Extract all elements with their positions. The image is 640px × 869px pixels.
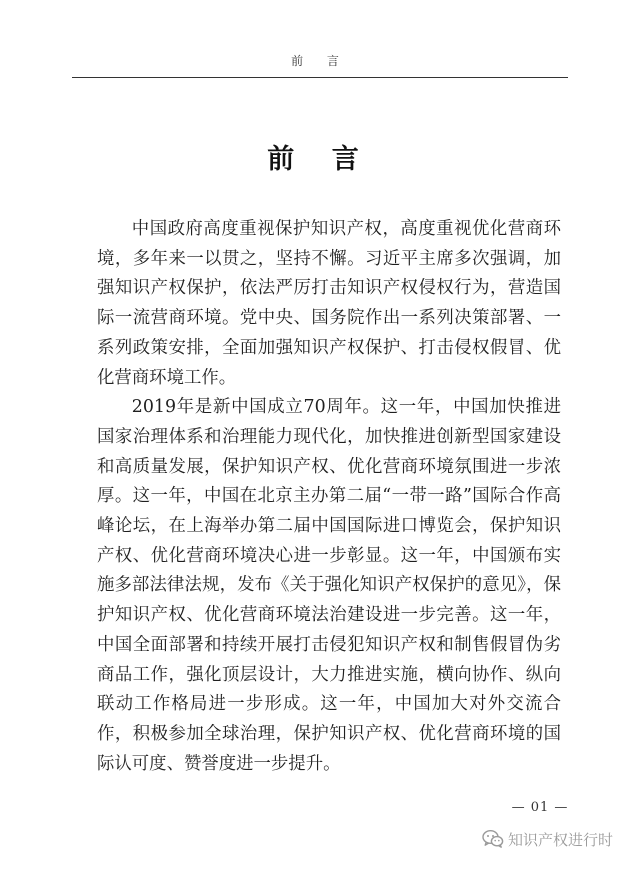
- paragraph-2: 2019年是新中国成立70周年。这一年，中国加快推进国家治理体系和治理能力现代化，加快推进创新型国家建设和高质量发展，保护知识产权、优化营商环境氛围进一步浓厚。这一年，中国在北京主办第二届“一带一路”国际合作高峰论坛，在上海举办第二届中国国际进口博览会，保护知识产权、优化营商环境决心进一步彰显。这一年，中国颁布实施多部法律法规，发布《关于强化知识产权保护的意见》，保护知识产权、优化营商环境法治建设进一步完善。这一年，中国全面部署和持续开展打击侵犯知识产权和制售假冒伪劣商品工作，强化顶层设计，大力推进实施，横向协作、纵向联动工作格局进一步形成。这一年，中国加大对外交流合作，积极参加全球治理，保护知识产权、优化营商环境的国际认可度、赞誉度进一步提升。: [97, 397, 561, 774]
- body-text: [97, 215, 561, 779]
- watermark: [482, 826, 632, 852]
- watermark-text: 知识产权进行时: [508, 830, 614, 849]
- page-number: — 01 —: [511, 800, 569, 815]
- running-header: 前 言: [291, 54, 349, 68]
- wechat-icon: [482, 829, 504, 849]
- paragraph-1: 中国政府高度重视保护知识产权，高度重视优化营商环境，多年来一以贯之，坚持不懈。习近平主席多次强调，加强知识产权保护，依法严厉打击知识产权侵权行为，营造国际一流营商环境。党中央、国务院作出一系列决策部署、一系列政策安排，全面加强知识产权保护、打击侵权假冒、优化营商环境工作。: [97, 219, 561, 388]
- page-title: 前 言: [267, 144, 373, 175]
- header-rule: [72, 77, 568, 78]
